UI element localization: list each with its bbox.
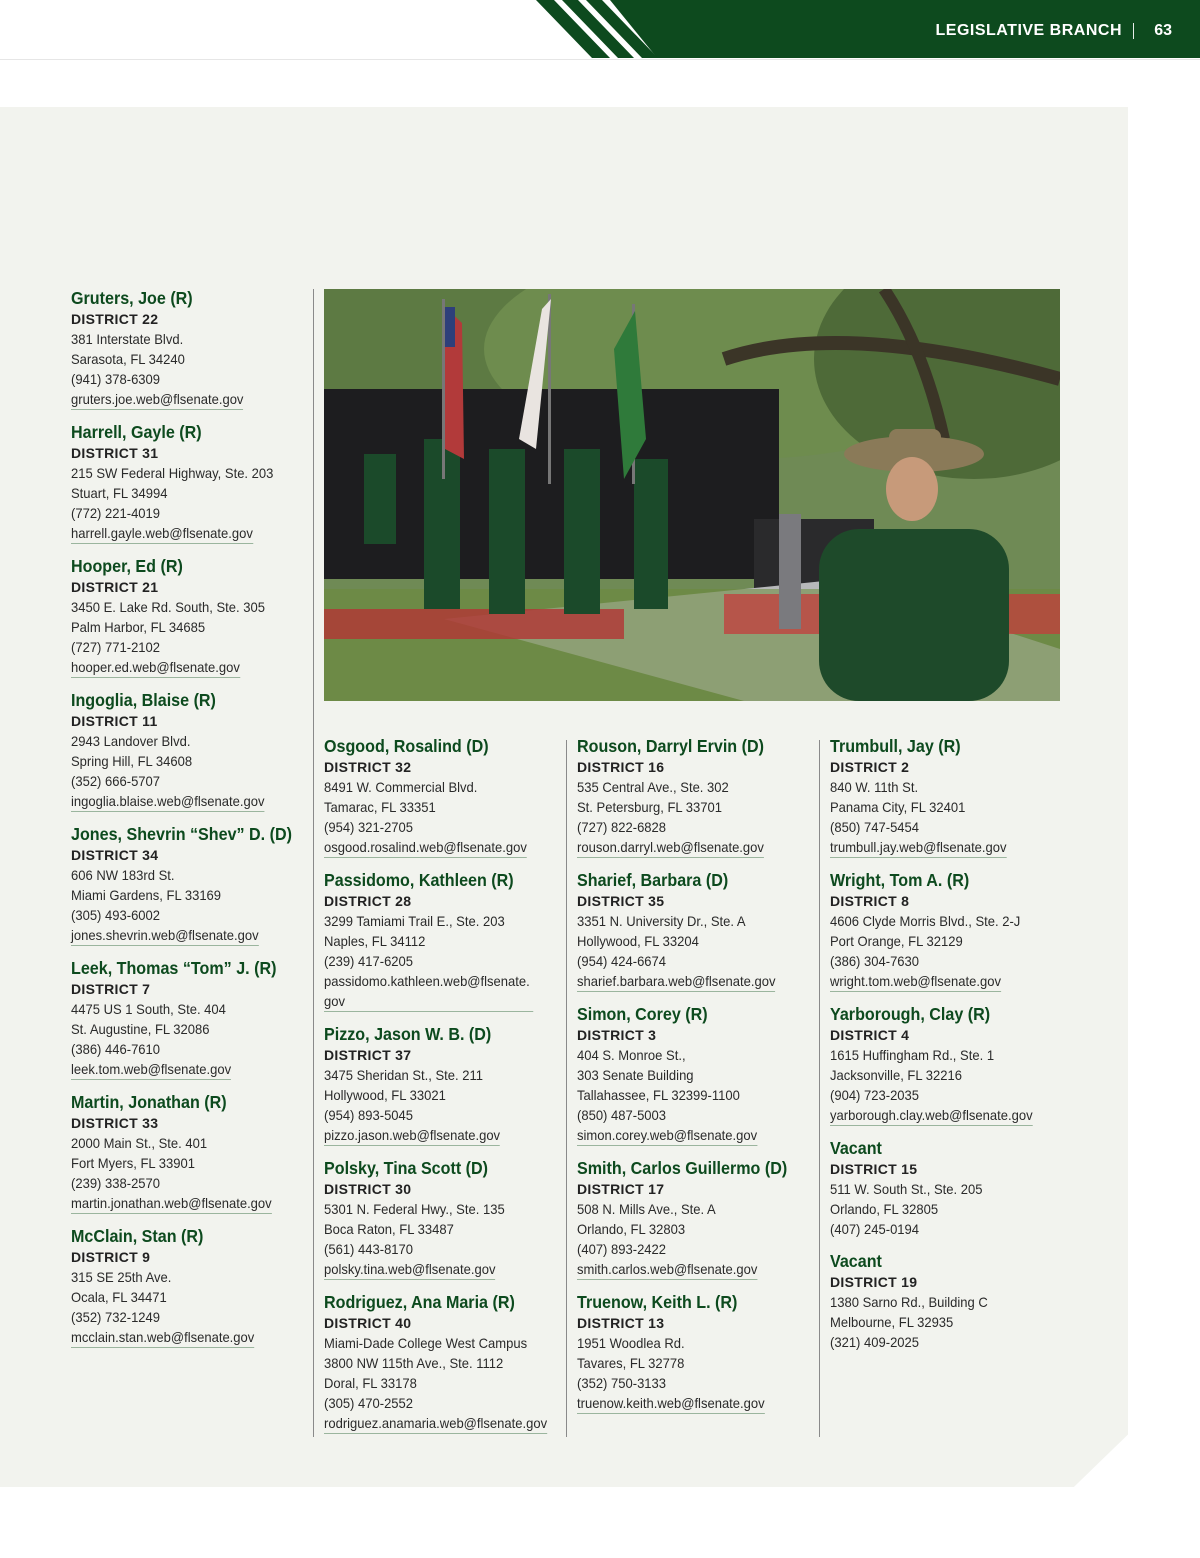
- senator-name: Harrell, Gayle (R): [71, 422, 202, 442]
- phone-number: (727) 822-6828: [577, 819, 667, 835]
- senator-column-4: [830, 736, 1066, 1364]
- email-link[interactable]: jones.shevrin.web@flsenate.gov: [71, 925, 259, 946]
- senator-name: Leek, Thomas “Tom” J. (R): [71, 958, 277, 978]
- senator-entry: [577, 1292, 813, 1414]
- phone-number: (954) 893-5045: [324, 1107, 414, 1123]
- phone-number: (407) 245-0194: [830, 1221, 920, 1237]
- address-line: Orlando, FL 32803: [577, 1221, 686, 1237]
- phone-number: (352) 750-3133: [577, 1375, 667, 1391]
- email-link[interactable]: smith.carlos.web@flsenate.gov: [577, 1259, 757, 1280]
- senator-name: Hooper, Ed (R): [71, 556, 183, 576]
- phone-number: (305) 493-6002: [71, 907, 161, 923]
- district-label: DISTRICT 19: [830, 1274, 918, 1290]
- address-line: Spring Hill, FL 34608: [71, 753, 193, 769]
- phone-number: (850) 747-5454: [830, 819, 920, 835]
- phone-number: (941) 378-6309: [71, 371, 161, 387]
- address-line: St. Augustine, FL 32086: [71, 1021, 210, 1037]
- address-line: 535 Central Ave., Ste. 302: [577, 779, 729, 795]
- address-line: Orlando, FL 32805: [830, 1201, 939, 1217]
- address-line: Tamarac, FL 33351: [324, 799, 436, 815]
- phone-number: (352) 666-5707: [71, 773, 161, 789]
- phone-number: (407) 893-2422: [577, 1241, 667, 1257]
- senator-entry: [324, 736, 560, 858]
- phone-number: (352) 732-1249: [71, 1309, 161, 1325]
- senator-entry: [71, 422, 303, 544]
- senator-name: Truenow, Keith L. (R): [577, 1292, 738, 1312]
- email-link[interactable]: yarborough.clay.web@flsenate.gov: [830, 1105, 1033, 1126]
- phone-number: (954) 424-6674: [577, 953, 667, 969]
- photo-illustration: [324, 289, 1060, 701]
- email-link[interactable]: harrell.gayle.web@flsenate.gov: [71, 523, 253, 544]
- senator-entry: [71, 690, 303, 812]
- phone-number: (904) 723-2035: [830, 1087, 920, 1103]
- senator-entry: [324, 870, 560, 1012]
- senator-name: Martin, Jonathan (R): [71, 1092, 227, 1112]
- phone-number: (386) 446-7610: [71, 1041, 161, 1057]
- address-line: 1615 Huffingham Rd., Ste. 1: [830, 1047, 995, 1063]
- district-label: DISTRICT 22: [71, 311, 159, 327]
- senator-name: Rodriguez, Ana Maria (R): [324, 1292, 515, 1312]
- address-line: Hollywood, FL 33204: [577, 933, 699, 949]
- senator-entry: [324, 1158, 560, 1280]
- senator-entry: [830, 1004, 1066, 1126]
- address-line: 508 N. Mills Ave., Ste. A: [577, 1201, 716, 1217]
- email-link[interactable]: rodriguez.anamaria.web@flsenate.gov: [324, 1413, 547, 1434]
- address-line: Boca Raton, FL 33487: [324, 1221, 454, 1237]
- district-label: DISTRICT 21: [71, 579, 159, 595]
- address-line: 3475 Sheridan St., Ste. 211: [324, 1067, 484, 1083]
- address-line: St. Petersburg, FL 33701: [577, 799, 723, 815]
- email-link[interactable]: ingoglia.blaise.web@flsenate.gov: [71, 791, 264, 812]
- page-number: 63: [1154, 22, 1172, 39]
- senator-entry: [324, 1292, 560, 1434]
- address-line: 2943 Landover Blvd.: [71, 733, 191, 749]
- address-line: Naples, FL 34112: [324, 933, 426, 949]
- email-link[interactable]: martin.jonathan.web@flsenate.gov: [71, 1193, 272, 1214]
- address-line: Tallahassee, FL 32399-1100: [577, 1087, 740, 1103]
- email-link[interactable]: rouson.darryl.web@flsenate.gov: [577, 837, 764, 858]
- email-link[interactable]: passidomo.kathleen.web@flsenate.gov: [324, 971, 533, 1012]
- senator-name: Rouson, Darryl Ervin (D): [577, 736, 764, 756]
- header-stripes: [528, 0, 688, 58]
- senator-name: Ingoglia, Blaise (R): [71, 690, 216, 710]
- district-label: DISTRICT 32: [324, 759, 412, 775]
- address-line: 511 W. South St., Ste. 205: [830, 1181, 983, 1197]
- address-line: Fort Myers, FL 33901: [71, 1155, 195, 1171]
- senator-name: Vacant: [830, 1251, 882, 1271]
- email-link[interactable]: hooper.ed.web@flsenate.gov: [71, 657, 240, 678]
- address-line: 3800 NW 115th Ave., Ste. 1112: [324, 1355, 504, 1371]
- senator-column-1: [71, 288, 303, 1360]
- address-line: 404 S. Monroe St.,: [577, 1047, 686, 1063]
- district-label: DISTRICT 8: [830, 893, 910, 909]
- district-label: DISTRICT 30: [324, 1181, 412, 1197]
- district-label: DISTRICT 37: [324, 1047, 412, 1063]
- senator-entry: [71, 288, 303, 410]
- senator-entry: [830, 736, 1066, 858]
- senator-name: Wright, Tom A. (R): [830, 870, 970, 890]
- phone-number: (772) 221-4019: [71, 505, 161, 521]
- senator-entry: [577, 736, 813, 858]
- address-line: 840 W. 11th St.: [830, 779, 919, 795]
- column-divider: [819, 740, 820, 1437]
- senator-name: Polsky, Tina Scott (D): [324, 1158, 489, 1178]
- senator-name: Smith, Carlos Guillermo (D): [577, 1158, 788, 1178]
- senator-entry: [71, 1226, 303, 1348]
- phone-number: (321) 409-2025: [830, 1334, 920, 1350]
- senator-name: Sharief, Barbara (D): [577, 870, 729, 890]
- district-label: DISTRICT 15: [830, 1161, 918, 1177]
- district-label: DISTRICT 3: [577, 1027, 657, 1043]
- district-label: DISTRICT 7: [71, 981, 151, 997]
- address-line: Port Orange, FL 32129: [830, 933, 963, 949]
- address-line: 3351 N. University Dr., Ste. A: [577, 913, 746, 929]
- address-line: 3450 E. Lake Rd. South, Ste. 305: [71, 599, 265, 615]
- address-line: 1951 Woodlea Rd.: [577, 1335, 685, 1351]
- senator-name: Gruters, Joe (R): [71, 288, 193, 308]
- address-line: 4475 US 1 South, Ste. 404: [71, 1001, 226, 1017]
- senator-name: Pizzo, Jason W. B. (D): [324, 1024, 492, 1044]
- senator-entry: [71, 556, 303, 678]
- address-line: 606 NW 183rd St.: [71, 867, 175, 883]
- district-label: DISTRICT 34: [71, 847, 159, 863]
- header-rule: [0, 59, 1200, 60]
- address-line: 303 Senate Building: [577, 1067, 694, 1083]
- senator-name: Vacant: [830, 1138, 882, 1158]
- address-line: Ocala, FL 34471: [71, 1289, 167, 1305]
- address-line: Stuart, FL 34994: [71, 485, 168, 501]
- senator-name: Jones, Shevrin “Shev” D. (D): [71, 824, 292, 844]
- district-label: DISTRICT 28: [324, 893, 412, 909]
- header-divider: [1133, 23, 1134, 39]
- district-label: DISTRICT 17: [577, 1181, 665, 1197]
- address-line: 315 SE 25th Ave.: [71, 1269, 172, 1285]
- senator-name: Passidomo, Kathleen (R): [324, 870, 514, 890]
- senator-entry: [324, 1024, 560, 1146]
- email-link[interactable]: polsky.tina.web@flsenate.gov: [324, 1259, 495, 1280]
- email-link[interactable]: simon.corey.web@flsenate.gov: [577, 1125, 757, 1146]
- address-line: 5301 N. Federal Hwy., Ste. 135: [324, 1201, 505, 1217]
- district-label: DISTRICT 35: [577, 893, 665, 909]
- email-link[interactable]: gruters.joe.web@flsenate.gov: [71, 389, 243, 410]
- address-line: Melbourne, FL 32935: [830, 1314, 954, 1330]
- column-divider: [566, 740, 567, 1437]
- email-link[interactable]: sharief.barbara.web@flsenate.gov: [577, 971, 776, 992]
- senator-name: Osgood, Rosalind (D): [324, 736, 489, 756]
- phone-number: (386) 304-7630: [830, 953, 920, 969]
- district-label: DISTRICT 4: [830, 1027, 910, 1043]
- district-label: DISTRICT 11: [71, 713, 158, 729]
- district-label: DISTRICT 16: [577, 759, 665, 775]
- senator-entry: [830, 870, 1066, 992]
- senator-entry: [830, 1138, 1066, 1239]
- address-line: Panama City, FL 32401: [830, 799, 966, 815]
- senator-entry: [577, 1004, 813, 1146]
- district-label: DISTRICT 31: [71, 445, 159, 461]
- column-divider: [313, 289, 314, 1437]
- senator-entry: [71, 1092, 303, 1214]
- senator-name: Trumbull, Jay (R): [830, 736, 961, 756]
- phone-number: (850) 487-5003: [577, 1107, 667, 1123]
- address-line: Sarasota, FL 34240: [71, 351, 185, 367]
- email-link[interactable]: pizzo.jason.web@flsenate.gov: [324, 1125, 500, 1146]
- address-line: 381 Interstate Blvd.: [71, 331, 184, 347]
- senator-entry: [577, 1158, 813, 1280]
- color-guard-photo: [324, 289, 1060, 701]
- district-label: DISTRICT 40: [324, 1315, 412, 1331]
- address-line: Jacksonville, FL 32216: [830, 1067, 962, 1083]
- phone-number: (239) 417-6205: [324, 953, 414, 969]
- district-label: DISTRICT 2: [830, 759, 910, 775]
- address-line: 8491 W. Commercial Blvd.: [324, 779, 478, 795]
- email-link[interactable]: truenow.keith.web@flsenate.gov: [577, 1393, 765, 1414]
- address-line: 215 SW Federal Highway, Ste. 203: [71, 465, 274, 481]
- phone-number: (727) 771-2102: [71, 639, 161, 655]
- district-label: DISTRICT 33: [71, 1115, 159, 1131]
- district-label: DISTRICT 9: [71, 1249, 151, 1265]
- address-line: Miami-Dade College West Campus: [324, 1335, 528, 1351]
- senator-entry: [71, 824, 303, 946]
- email-link[interactable]: mcclain.stan.web@flsenate.gov: [71, 1327, 254, 1348]
- address-line: Hollywood, FL 33021: [324, 1087, 446, 1103]
- address-line: 4606 Clyde Morris Blvd., Ste. 2-J: [830, 913, 1021, 929]
- email-link[interactable]: wright.tom.web@flsenate.gov: [830, 971, 1001, 992]
- senator-entry: [71, 958, 303, 1080]
- address-line: Doral, FL 33178: [324, 1375, 417, 1391]
- senator-name: McClain, Stan (R): [71, 1226, 204, 1246]
- senator-column-2: [324, 736, 560, 1446]
- email-link[interactable]: trumbull.jay.web@flsenate.gov: [830, 837, 1007, 858]
- section-title: LEGISLATIVE BRANCH: [935, 22, 1122, 39]
- address-line: Miami Gardens, FL 33169: [71, 887, 222, 903]
- email-link[interactable]: osgood.rosalind.web@flsenate.gov: [324, 837, 527, 858]
- phone-number: (239) 338-2570: [71, 1175, 161, 1191]
- senator-name: Simon, Corey (R): [577, 1004, 708, 1024]
- address-line: Tavares, FL 32778: [577, 1355, 685, 1371]
- email-link[interactable]: leek.tom.web@flsenate.gov: [71, 1059, 231, 1080]
- senator-column-3: [577, 736, 813, 1426]
- address-line: 3299 Tamiami Trail E., Ste. 203: [324, 913, 505, 929]
- senator-name: Yarborough, Clay (R): [830, 1004, 991, 1024]
- address-line: 1380 Sarno Rd., Building C: [830, 1294, 988, 1310]
- senator-entry: [577, 870, 813, 992]
- phone-number: (954) 321-2705: [324, 819, 414, 835]
- district-label: DISTRICT 13: [577, 1315, 665, 1331]
- senator-entry: [830, 1251, 1066, 1352]
- address-line: Palm Harbor, FL 34685: [71, 619, 206, 635]
- phone-number: (561) 443-8170: [324, 1241, 414, 1257]
- phone-number: (305) 470-2552: [324, 1395, 414, 1411]
- address-line: 2000 Main St., Ste. 401: [71, 1135, 208, 1151]
